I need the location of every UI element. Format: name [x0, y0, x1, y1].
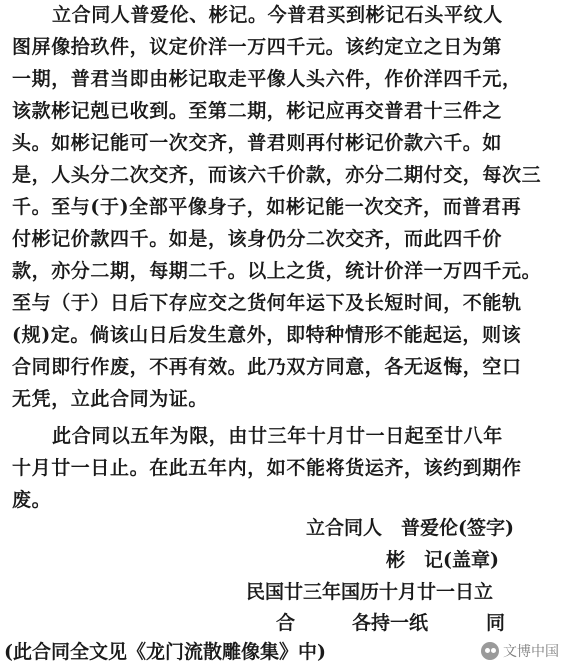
contract-line: (规)定。倘该山日后发生意外，即特种情形不能起运，则该: [12, 324, 522, 346]
contract-line: 立合同人普爱伦、彬记。今普君买到彬记石头平纹人: [52, 4, 503, 26]
contract-line: 千。至与(于)全部平像身子，如彬记能一次交齐，而普君再: [12, 196, 522, 218]
watermark-text: 文博中国: [503, 644, 559, 660]
contract-line: 头。如彬记能可一次交齐，普君则再付彬记价款六千。如: [12, 132, 503, 154]
contract-date: 民国廿三年国历十月廿一日立: [246, 581, 494, 603]
contract-line: 无凭，立此合同为证。: [12, 388, 209, 410]
signature-party1: 立合同人 普爱伦(签字): [306, 517, 514, 539]
contract-line: 付彬记价款四千。如是，该身仍分二次交齐，而此四千价: [12, 228, 503, 250]
contract-line: 至与（于）日后下存应交之货何年运下及长短时间，不能轨: [12, 292, 522, 314]
term-line: 十月廿一日止。在此五年内，如不能将货运齐，该约到期作: [12, 457, 522, 479]
term-line: 此合同以五年为限，由廿三年十月廿一日起至廿八年: [52, 425, 503, 447]
contract-line: 是，人头分二次交齐，而该六千价款，亦分二期付交，每次三: [12, 164, 542, 186]
contract-line: 款，亦分二期，每期二千。以上之货，统计价洋一万四千元。: [12, 260, 542, 282]
contract-line: 一期，普君当即由彬记取走平像人头六件，作价洋四千元，: [12, 68, 522, 90]
term-line: 废。: [12, 489, 52, 511]
source-note: (此合同全文见《龙门流散雕像集》中): [4, 641, 326, 663]
contract-line: 合同即行作废，不再有效。此乃双方同意，各无返悔，空口: [12, 356, 522, 378]
copies-left: 合: [276, 612, 296, 634]
copies-right: 同: [486, 612, 506, 634]
contract-line: 图屏像拾玖件，议定价洋一万四千元。该约定立之日为第: [12, 36, 503, 58]
watermark: [481, 641, 559, 661]
contract-line: 该款彬记剋已收到。至第二期，彬记应再交普君十三件之: [12, 100, 503, 122]
signature-party2: 彬 记(盖章): [386, 549, 499, 571]
copies-middle: 各持一纸: [352, 612, 429, 634]
wechat-icon: [481, 642, 499, 660]
